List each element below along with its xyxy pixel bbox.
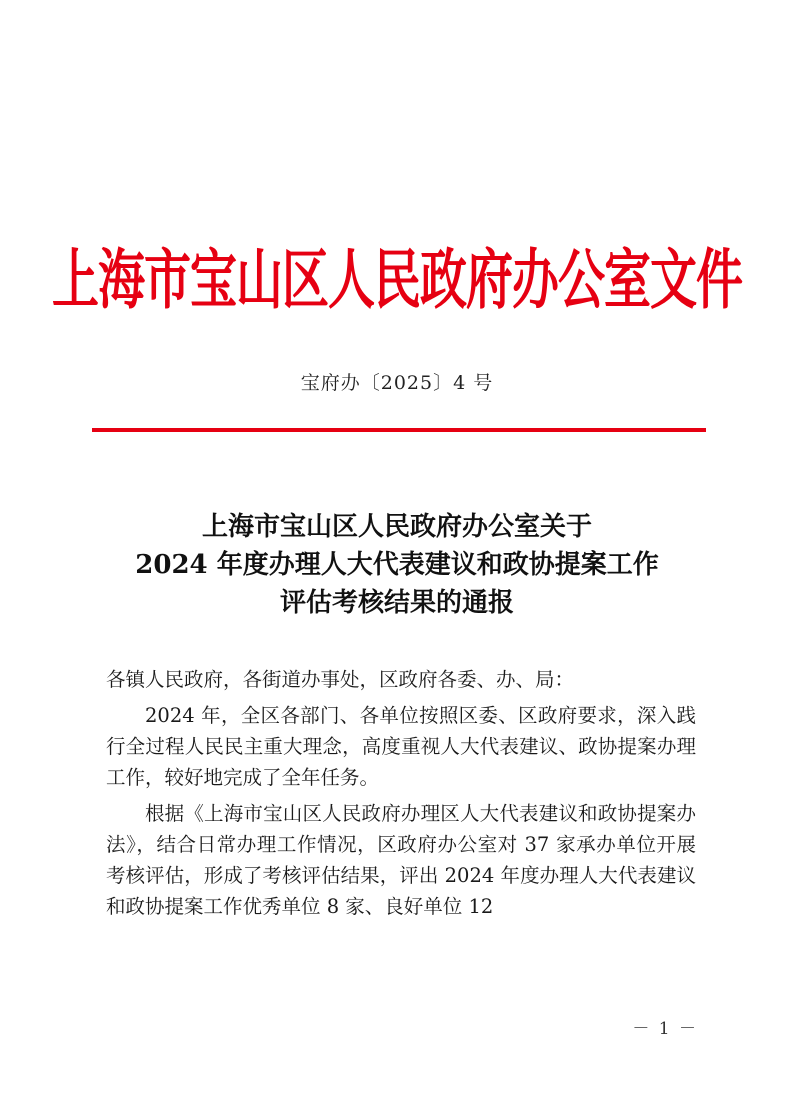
body-paragraph-1: 2024 年，全区各部门、各单位按照区委、区政府要求，深入践行全过程人民民主重大理念，高度重视人大代表建议、政协提案办理工作，较好地完成了全年任务。 — [106, 704, 696, 789]
title-line-1: 上海市宝山区人民政府办公室关于 — [201, 512, 592, 542]
document-body — [106, 664, 696, 922]
document-title — [0, 508, 794, 622]
body-paragraph-2: 根据《上海市宝山区人民政府办理区人大代表建议和政协提案办法》，结合日常办理工作情况，区政府办公室对 37 家承办单位开展考核评估，形成了考核评估结果，评出 2024 年度办理人大代表建议和政协提案工作优秀单位 8 家、良好单位 12 — [106, 802, 696, 918]
red-separator-line — [92, 428, 706, 432]
title-line-3: 评估考核结果的通报 — [279, 588, 514, 618]
title-line-2: 2024 年度办理人大代表建议和政协提案工作 — [135, 550, 659, 580]
page-number: － 1 － — [632, 1019, 698, 1039]
masthead-title: 上海市宝山区人民政府办公室文件 — [52, 242, 742, 319]
salutation: 各镇人民政府，各街道办事处，区政府各委、办、局： — [106, 668, 575, 691]
document-number: 宝府办〔2025〕4 号 — [300, 372, 494, 394]
